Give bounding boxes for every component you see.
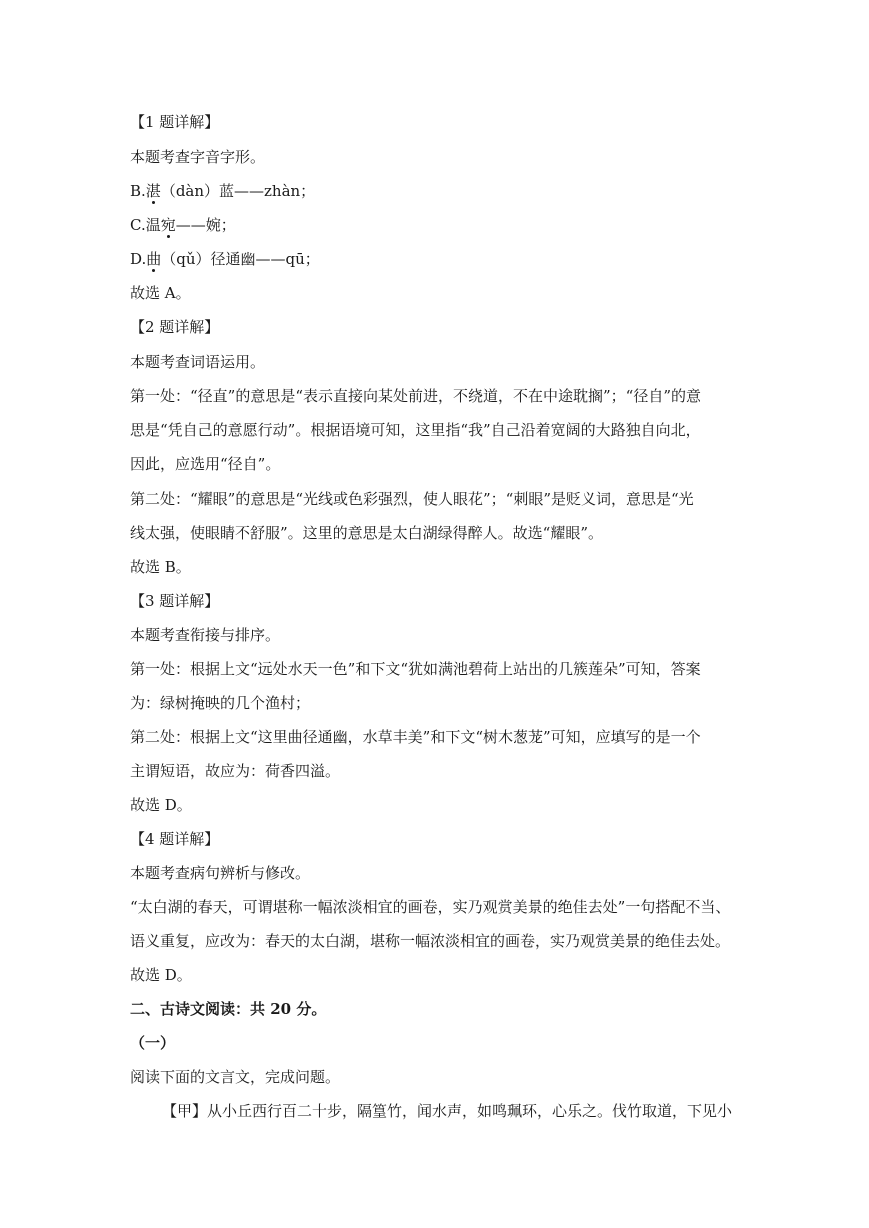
answer-line: 故选 A。: [130, 284, 191, 302]
paragraph-line: 本题考查衔接与排序。: [130, 626, 281, 644]
paragraph-line: 主谓短语，故应为：荷香四溢。: [130, 762, 341, 780]
paragraph-line: 思是“凭自己的意愿行动”。根据语境可知，这里指“我”自己沿着宽阔的大路独自向北，: [130, 421, 701, 439]
passage-line: 【甲】从小丘西行百二十步，隔篁竹，闻水声，如鸣珮环，心乐之。伐竹取道，下见小: [162, 1102, 733, 1120]
instruction-line: 阅读下面的文言文，完成问题。: [130, 1068, 341, 1086]
paragraph-line: D.曲（qǔ）径通幽——qū；: [130, 250, 320, 268]
emphasis-dot-char: 宛: [160, 216, 176, 234]
paragraph-line: 语义重复，应改为：春天的太白湖，堪称一幅浓淡相宜的画卷，实乃观赏美景的绝佳去处。: [130, 932, 731, 950]
paragraph-line: 本题考查病句辨析与修改。: [130, 864, 311, 882]
paragraph-line: B.湛（dàn）蓝——zhàn；: [130, 182, 316, 200]
paragraph-line: 第二处：“耀眼”的意思是“光线或色彩强烈，使人眼花”；“刺眼”是贬义词，意思是“光: [130, 490, 694, 508]
emphasis-dot-char: 曲: [146, 250, 162, 268]
paragraph-line: “太白湖的春天，可谓堪称一幅浓淡相宜的画卷，实乃观赏美景的绝佳去处”一句搭配不当、: [130, 898, 731, 916]
emphasis-dot-char: 湛: [145, 182, 161, 200]
paragraph-line: 为：绿树掩映的几个渔村；: [130, 694, 311, 712]
answer-line: 故选 D。: [130, 796, 192, 814]
subsection-title: （一）: [130, 1034, 176, 1052]
paragraph-line: 本题考查词语运用。: [130, 353, 266, 371]
section-heading: 【2 题详解】: [130, 318, 220, 336]
section-heading: 【3 题详解】: [130, 592, 220, 610]
paragraph-line: C.温宛——婉；: [130, 216, 236, 234]
paragraph-line: 第二处：根据上文“这里曲径通幽，水草丰美”和下文“树木葱茏”可知，应填写的是一个: [130, 728, 701, 746]
paragraph-line: 第一处：“径直”的意思是“表示直接向某处前进，不绕道，不在中途耽搁”；“径自”的意: [130, 387, 702, 405]
paragraph-line: 线太强，使眼睛不舒服”。这里的意思是太白湖绿得醉人。故选“耀眼”。: [130, 524, 604, 542]
section-heading: 【1 题详解】: [130, 113, 220, 131]
paragraph-line: 第一处：根据上文“远处水天一色”和下文“犹如满池碧荷上站出的几簇莲朵”可知，答案: [130, 660, 701, 678]
answer-line: 故选 D。: [130, 966, 192, 984]
answer-line: 故选 B。: [130, 558, 191, 576]
paragraph-line: 因此，应选用“径自”。: [130, 455, 281, 473]
part-title: 二、古诗文阅读：共 20 分。: [130, 1000, 327, 1018]
paragraph-line: 本题考查字音字形。: [130, 148, 266, 166]
section-heading: 【4 题详解】: [130, 830, 220, 848]
